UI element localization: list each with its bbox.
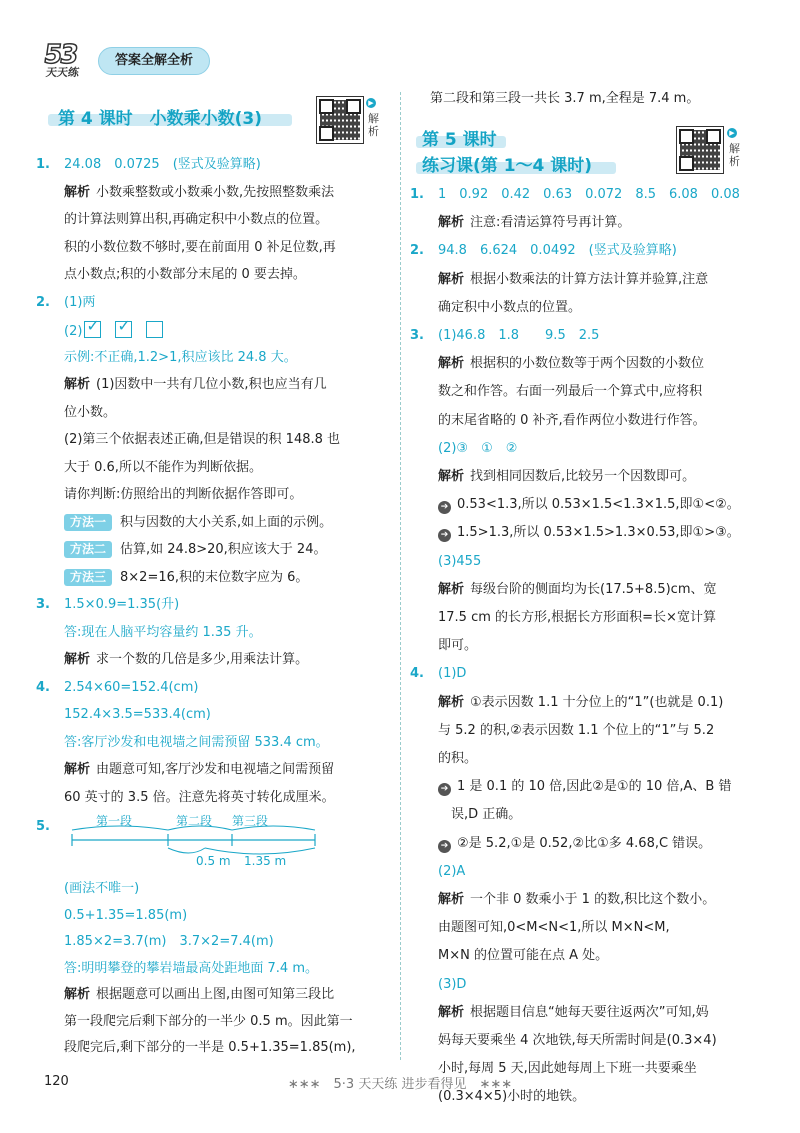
answer-line (438, 412, 706, 430)
answer-line (64, 761, 334, 779)
answer-text: 1.5×0.9=1.35(升) (64, 597, 180, 612)
answer-line (36, 294, 95, 312)
answer-line (438, 806, 521, 824)
answer-text: 答:客厅沙发和电视墙之间需预留 533.4 cm。 (64, 734, 329, 750)
analysis-label: 解析 (438, 215, 465, 231)
answer-line (438, 750, 477, 768)
section-subtitle: 练习课(第 1～4 课时) (422, 156, 593, 176)
column-divider (400, 92, 401, 1060)
answer-text: 17.5 cm 的长方形,根据长方形面积=长×宽计算 (438, 610, 716, 625)
answer-line (438, 214, 630, 232)
answer-line (438, 778, 731, 796)
answer-line (438, 524, 740, 542)
answer-text: 0.53<1.3,所以 0.53×1.5<1.3×1.5,即①<②。 (457, 497, 740, 513)
answer-line (438, 440, 517, 458)
answer-line (438, 468, 695, 486)
answer-text: 小时,每周 5 天,因此她每周上下班一共要乘坐 (438, 1061, 697, 1077)
answer-line (438, 947, 608, 965)
answer-line (36, 596, 179, 614)
answer-line (438, 299, 581, 317)
analysis-label: 解析 (438, 694, 465, 710)
answer-line (64, 569, 308, 587)
analysis-label: 解析 (438, 581, 465, 597)
answer-text: 大于 0.6,所以不能作为判断依据。 (64, 459, 262, 475)
answer-text: 位小数。 (64, 404, 117, 420)
checked-box-icon: ✓ (84, 321, 101, 338)
answer-line (438, 637, 477, 655)
problem-number: 1. (36, 157, 50, 172)
method-tag: 方法二 (64, 541, 112, 558)
answer-text: 即可。 (438, 638, 478, 654)
answer-text: 小数乘整数或小数乘小数,先按照整数乘法 (96, 184, 335, 200)
answer-text: 的积。 (438, 751, 478, 766)
answer-text: 第一段爬完后剩下部分的一半少 0.5 m。因此第一 (64, 1013, 353, 1029)
answer-text: 估算,如 24.8>20,积应该大于 24。 (120, 542, 327, 557)
method-tag: 方法一 (64, 514, 112, 531)
answer-text: 误,D 正确。 (438, 807, 522, 823)
answer-line (64, 651, 308, 669)
answer-line (438, 694, 723, 712)
answer-line (438, 863, 465, 881)
analysis-label: 解析 (64, 987, 91, 1002)
answer-text: 1.85×2=3.7(m) 3.7×2=7.4(m) (64, 934, 274, 949)
answer-line (64, 986, 334, 1004)
answer-line (438, 496, 740, 514)
answer-line (64, 734, 329, 752)
answer-line (64, 459, 262, 477)
answer-text: (3)D (438, 976, 467, 992)
answer-text: 由题意可知,客厅沙发和电视墙之间需预留 (96, 762, 335, 777)
answer-text: 答:现在人脑平均容量约 1.35 升。 (64, 624, 262, 640)
answer-line (64, 184, 334, 202)
answer-text: 积与因数的大小关系,如上面的示例。 (120, 514, 333, 530)
page-number: 120 (44, 1074, 69, 1089)
answer-text: 确定积中小数点的位置。 (438, 299, 582, 315)
arrow-icon: ➔ (438, 840, 451, 853)
answer-line (64, 431, 340, 449)
answer-text: (1)D (438, 666, 467, 682)
answer-text: 找到相同因数后,比较另一个因数即可。 (470, 469, 696, 484)
answer-text: (2)第三个依据表述正确,但是错误的积 148.8 也 (64, 432, 341, 447)
segment-label-1: 第一段 (96, 814, 133, 828)
answer-text: (0.3×4×5)小时的地铁。 (438, 1089, 586, 1105)
answer-text: (1)因数中一共有几位小数,积也应当有几 (96, 377, 327, 392)
qr-label: 解 析 (368, 112, 379, 138)
answer-text: 注意:看清运算符号再计算。 (470, 215, 631, 231)
arrow-icon: ➔ (438, 529, 451, 542)
answer-line (36, 679, 198, 697)
arrow-icon: ➔ (438, 501, 451, 514)
answer-text: 点小数点;积的小数部分末尾的 0 要去掉。 (64, 267, 306, 282)
answer-line (64, 541, 326, 559)
answer-line (64, 376, 327, 394)
length-label-2: 1.35 m (244, 854, 287, 868)
analysis-label: 解析 (438, 356, 465, 372)
segment-label-2: 第二段 (176, 814, 213, 828)
problem-number: 4. (36, 679, 50, 695)
answer-text: (画法不唯一) (64, 881, 140, 896)
answer-line (410, 327, 599, 345)
section-title: 第 5 课时 (422, 130, 497, 150)
continued-text: 第二段和第三段一共长 3.7 m,全程是 7.4 m。 (430, 91, 700, 106)
logo-subtext: 天天练 (45, 66, 80, 79)
analysis-label: 解析 (438, 469, 465, 484)
answer-line (438, 891, 715, 909)
answer-text: 24.08 0.0725 (竖式及验算略) (64, 157, 261, 172)
answer-line (64, 706, 211, 724)
analysis-label: 解析 (64, 377, 91, 392)
answer-line (410, 242, 677, 260)
answer-text: 60 英寸的 3.5 倍。注意先将英寸转化成厘米。 (64, 789, 335, 805)
method-tag: 方法三 (64, 569, 112, 586)
answer-text: 积的小数位数不够时,要在前面用 0 补足位数,再 (64, 239, 336, 255)
answer-text: 一个非 0 数乘小于 1 的数,积比这个数小。 (470, 892, 716, 907)
answer-text: 数之和作答。右面一列最后一个算式中,应将积 (438, 384, 703, 400)
empty-box-icon (146, 321, 163, 338)
answer-text: (3)455 (438, 553, 482, 569)
answer-line (64, 1039, 356, 1057)
analysis-label: 解析 (438, 1004, 465, 1020)
length-label-1: 0.5 m (196, 854, 231, 868)
answer-text: 与 5.2 的积,②表示因数 1.1 个位上的“1”与 5.2 (438, 722, 715, 738)
answer-text: (2)③ ① ② (438, 440, 518, 456)
answer-line (64, 349, 297, 367)
answer-text: 2.54×60=152.4(cm) (64, 679, 199, 695)
problem-number: 3. (410, 328, 424, 343)
answer-text: 1.5>1.3,所以 0.53×1.5>1.3×0.53,即①>③。 (457, 525, 740, 541)
answer-text: 的计算法则算出积,再确定积中小数点的位置。 (64, 212, 329, 227)
answer-text: 答:明明攀登的攀岩墙最高处距地面 7.4 m。 (64, 960, 318, 976)
answer-line (64, 1013, 353, 1031)
answer-line (438, 271, 708, 289)
answer-line (438, 553, 481, 571)
answer-line (64, 486, 302, 504)
answer-line (64, 316, 177, 341)
answer-line (438, 609, 716, 627)
play-icon: ▶ (366, 98, 376, 108)
analysis-label: 解析 (64, 762, 91, 777)
answer-line (64, 404, 116, 422)
answer-text: 段爬完后,剩下部分的一半是 0.5+1.35=1.85(m), (64, 1040, 356, 1055)
analysis-label: 解析 (438, 271, 465, 287)
answer-text: ①表示因数 1.1 十分位上的“1”(也就是 0.1) (470, 694, 724, 710)
answer-text: 根据题目信息“她每天要往返两次”可知,妈 (470, 1004, 709, 1020)
play-icon: ▶ (727, 128, 737, 138)
segment-label-3: 第三段 (232, 814, 269, 828)
problem-number: 1. (410, 187, 424, 202)
answer-text: 由题图可知,0<M<N<1,所以 M×N<M, (438, 920, 670, 936)
answer-line (64, 907, 187, 925)
answer-text: M×N 的位置可能在点 A 处。 (438, 948, 609, 964)
answer-text: 根据题意可以画出上图,由图可知第三段比 (96, 987, 335, 1002)
answer-text: 152.4×3.5=533.4(cm) (64, 707, 211, 722)
answer-text: 请你判断:仿照给出的判断依据作答即可。 (64, 487, 303, 502)
answer-text: 求一个数的几倍是多少,用乘法计算。 (96, 652, 309, 667)
segment-diagram (36, 814, 336, 868)
answer-line (410, 186, 740, 204)
analysis-label: 解析 (438, 892, 465, 907)
arrow-icon: ➔ (438, 783, 451, 796)
answer-text: (2) (64, 324, 83, 339)
answer-line (64, 789, 335, 807)
answer-line (438, 976, 466, 994)
answer-line (438, 1004, 709, 1022)
answer-text: (1)46.8 1.8 9.5 2.5 (438, 328, 600, 343)
answer-line (438, 835, 711, 853)
answer-text: 的末尾省略的 0 补齐,看作两位小数进行作答。 (438, 412, 706, 428)
answer-line (36, 156, 261, 174)
brand-logo (41, 40, 104, 80)
problem-number: 2. (410, 243, 424, 259)
answer-text: 示例:不正确,1.2>1,积应该比 24.8 大。 (64, 349, 297, 365)
answer-line (64, 211, 328, 229)
analysis-label: 解析 (64, 184, 91, 200)
answer-text: 1 是 0.1 的 10 倍,因此②是①的 10 倍,A、B 错 (457, 779, 732, 795)
answer-line (64, 514, 332, 532)
problem-number: 4. (410, 666, 424, 682)
answer-text: 根据小数乘法的计算方法计算并验算,注意 (470, 271, 709, 287)
answer-text: 妈每天要乘坐 4 次地铁,每天所需时间是(0.3×4) (438, 1033, 717, 1048)
problem-number: 2. (36, 294, 50, 310)
answer-line (64, 880, 139, 898)
answer-line (64, 239, 336, 257)
answer-text: (1)两 (64, 294, 96, 310)
answer-text: 8×2=16,积的末位数字应为 6。 (120, 569, 309, 585)
problem-number: 3. (36, 597, 50, 612)
answer-line (64, 624, 262, 642)
answer-line (438, 722, 714, 740)
answer-text: 1 0.92 0.42 0.63 0.072 8.5 6.08 0.08 (438, 187, 740, 202)
qr-code-icon[interactable] (676, 126, 724, 174)
logo-text: 53 (41, 40, 79, 70)
footer-slogan: ∗∗∗ 5·3 天天练 进步看得见 ∗∗∗ (287, 1077, 513, 1092)
answer-line (64, 266, 306, 284)
checked-box-icon: ✓ (115, 321, 132, 338)
problem-number: 5. (36, 819, 50, 834)
answer-line (438, 919, 670, 937)
answer-text: 94.8 6.624 0.0492 (竖式及验算略) (438, 243, 677, 259)
header-label: 答案全解全析 (98, 47, 210, 75)
section-title: 第 4 课时 小数乘小数(3) (58, 109, 263, 129)
answer-line (438, 1032, 717, 1050)
answer-text: 每级台阶的侧面均为长(17.5+8.5)cm、宽 (470, 581, 717, 597)
answer-line (64, 960, 318, 978)
answer-text: 根据积的小数位数等于两个因数的小数位 (470, 356, 705, 372)
answer-line (410, 665, 466, 683)
answer-line (64, 933, 274, 951)
answer-text: ②是 5.2,①是 0.52,②比①多 4.68,C 错误。 (457, 835, 712, 851)
answer-line (438, 581, 716, 599)
answer-line (438, 383, 702, 401)
answer-text: 0.5+1.35=1.85(m) (64, 907, 188, 923)
answer-line (438, 355, 704, 373)
qr-label: 解 析 (729, 142, 740, 168)
analysis-label: 解析 (64, 652, 91, 667)
answer-text: (2)A (438, 863, 466, 879)
qr-code-icon[interactable] (316, 96, 364, 144)
